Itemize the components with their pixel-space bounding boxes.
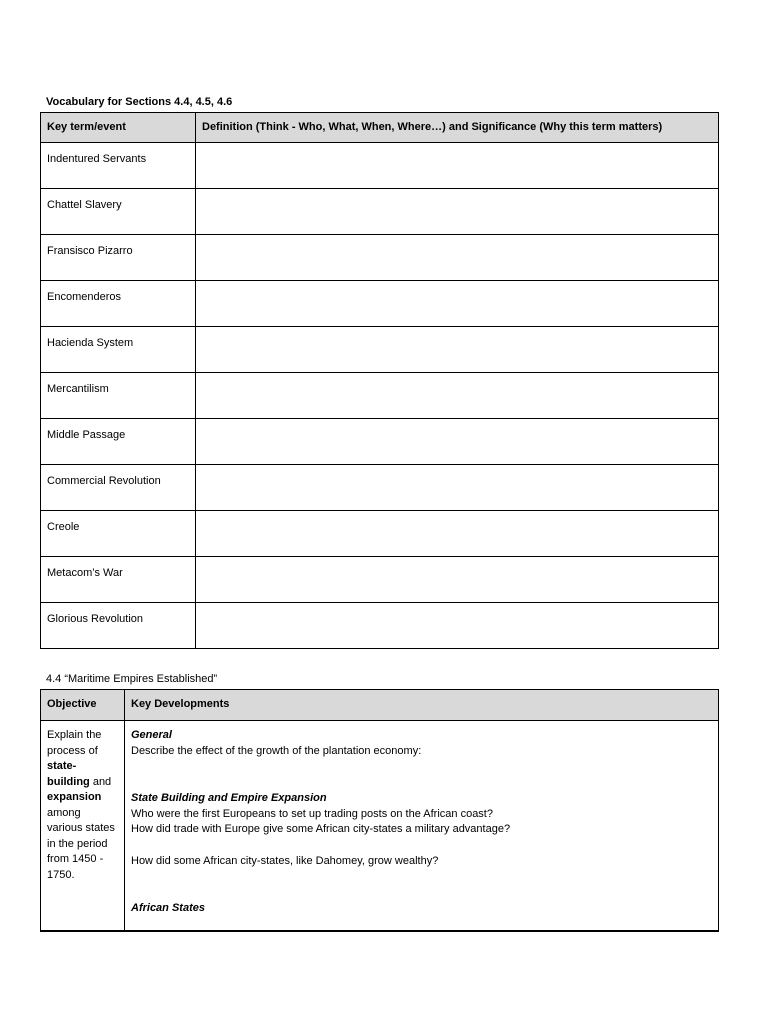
vocabulary-row xyxy=(41,373,719,419)
definition-cell[interactable] xyxy=(196,557,719,603)
objective-text-part: Explain the process of xyxy=(47,729,102,757)
developments-cell[interactable] xyxy=(125,721,719,932)
vocabulary-table xyxy=(40,112,719,649)
definition-cell[interactable] xyxy=(196,511,719,557)
vocabulary-row xyxy=(41,143,719,189)
definition-header: Definition (Think - Who, What, When, Where…) and Significance (Why this term matters) xyxy=(196,113,719,143)
vocabulary-row xyxy=(41,235,719,281)
vocabulary-row xyxy=(41,465,719,511)
developments-row xyxy=(41,721,719,932)
general-heading: General xyxy=(131,729,172,741)
objective-text-part: among various states in the period from 1450 - 1750. xyxy=(47,806,115,881)
term-cell: Encomenderos xyxy=(41,281,196,327)
definition-cell[interactable] xyxy=(196,465,719,511)
general-question: Describe the effect of the growth of the plantation economy: xyxy=(131,744,422,757)
vocabulary-row xyxy=(41,557,719,603)
term-cell: Hacienda System xyxy=(41,327,196,373)
term-cell: Middle Passage xyxy=(41,419,196,465)
definition-cell[interactable] xyxy=(196,189,719,235)
african-states-heading: African States xyxy=(131,902,205,914)
state-building-heading: State Building and Empire Expansion xyxy=(131,792,327,804)
key-developments-header: Key Developments xyxy=(125,690,719,721)
objective-cell xyxy=(41,721,125,932)
state-building-question: How did trade with Europe give some African city-states a military advantage? xyxy=(131,823,511,835)
definition-cell[interactable] xyxy=(196,419,719,465)
objective-text xyxy=(47,729,115,881)
vocabulary-header-row xyxy=(41,113,719,143)
objective-text-part: and xyxy=(89,775,112,788)
definition-cell[interactable] xyxy=(196,281,719,327)
state-building-question: Who were the first Europeans to set up trading posts on the African coast? xyxy=(131,807,493,820)
term-cell: Chattel Slavery xyxy=(41,189,196,235)
vocabulary-row xyxy=(41,189,719,235)
vocabulary-row xyxy=(41,603,719,649)
term-cell: Creole xyxy=(41,511,196,557)
term-cell: Mercantilism xyxy=(41,373,196,419)
vocabulary-row xyxy=(41,281,719,327)
term-cell: Metacom’s War xyxy=(41,557,196,603)
term-cell: Glorious Revolution xyxy=(41,603,196,649)
definition-cell[interactable] xyxy=(196,373,719,419)
objective-header: Objective xyxy=(41,690,125,721)
definition-cell[interactable] xyxy=(196,143,719,189)
developments-header-row xyxy=(41,690,719,721)
term-cell: Indentured Servants xyxy=(41,143,196,189)
definition-cell[interactable] xyxy=(196,603,719,649)
definition-cell[interactable] xyxy=(196,327,719,373)
definition-cell[interactable] xyxy=(196,235,719,281)
vocabulary-row xyxy=(41,419,719,465)
section-title: 4.4 “Maritime Empires Established” xyxy=(46,673,218,685)
objective-bold-term: state-building xyxy=(47,760,90,788)
vocabulary-title: Vocabulary for Sections 4.4, 4.5, 4.6 xyxy=(46,96,233,108)
key-term-header: Key term/event xyxy=(41,113,196,143)
key-developments-table xyxy=(40,689,719,932)
vocabulary-row xyxy=(41,327,719,373)
vocabulary-row xyxy=(41,511,719,557)
state-building-question: How did some African city-states, like Dahomey, grow wealthy? xyxy=(131,854,439,867)
term-cell: Commercial Revolution xyxy=(41,465,196,511)
term-cell: Fransisco Pizarro xyxy=(41,235,196,281)
objective-bold-term: expansion xyxy=(47,791,102,803)
